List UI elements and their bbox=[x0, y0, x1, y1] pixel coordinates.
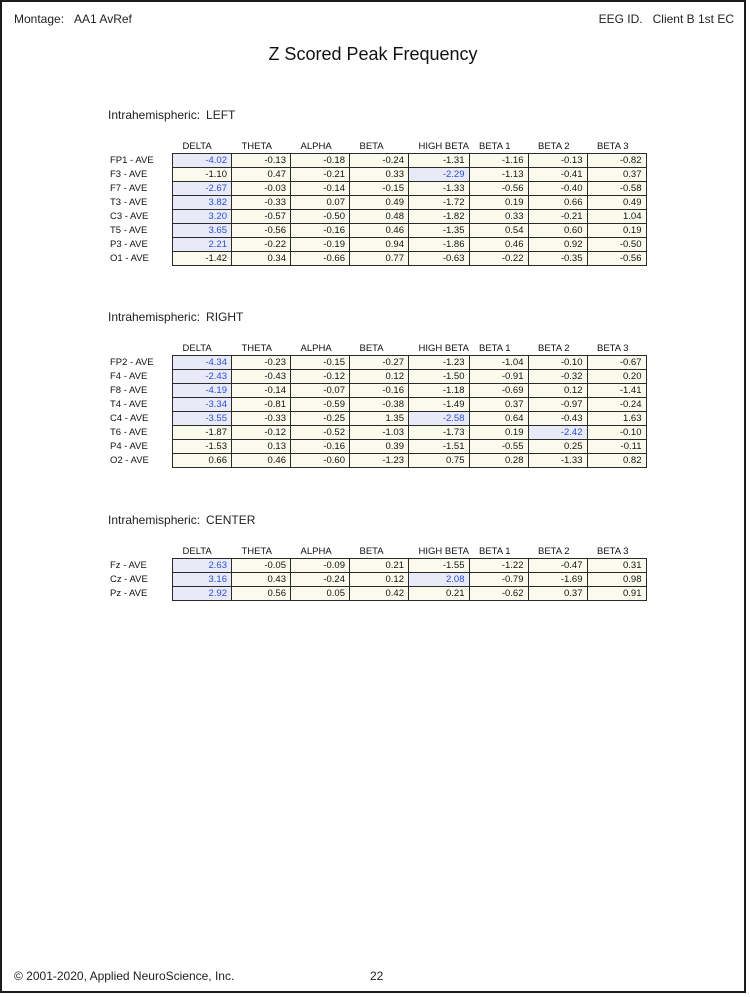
zscore-cell: -0.69 bbox=[469, 384, 528, 398]
zscore-cell: 0.28 bbox=[469, 454, 528, 468]
zscore-cell: -0.16 bbox=[291, 224, 350, 238]
section-side: LEFT bbox=[206, 108, 236, 122]
page-number: 22 bbox=[370, 969, 384, 983]
zscore-cell: 0.49 bbox=[587, 196, 646, 210]
zscore-cell: 1.35 bbox=[350, 412, 409, 426]
zscore-cell: 0.37 bbox=[528, 587, 587, 601]
zscore-cell: -1.31 bbox=[409, 154, 470, 168]
row-label: FP2 - AVE bbox=[110, 357, 154, 368]
zscore-cell: 1.04 bbox=[587, 210, 646, 224]
zscore-cell: -0.24 bbox=[587, 398, 646, 412]
zscore-cell: -0.97 bbox=[528, 398, 587, 412]
zscore-cell: 0.82 bbox=[587, 454, 646, 468]
zscore-cell: -0.63 bbox=[409, 252, 470, 266]
table-row bbox=[108, 398, 646, 412]
zscore-cell: -1.50 bbox=[409, 370, 470, 384]
row-label: F3 - AVE bbox=[110, 169, 148, 180]
zscore-cell: -0.50 bbox=[587, 238, 646, 252]
zscore-cell: -1.18 bbox=[409, 384, 470, 398]
corner-cell bbox=[108, 342, 173, 356]
zscore-cell: -0.38 bbox=[350, 398, 409, 412]
zscore-cell: -0.56 bbox=[587, 252, 646, 266]
zscore-cell: -0.10 bbox=[587, 426, 646, 440]
zscore-cell: 0.12 bbox=[350, 370, 409, 384]
row-label: T6 - AVE bbox=[110, 427, 148, 438]
zscore-cell: 0.37 bbox=[469, 398, 528, 412]
zscore-cell: -0.22 bbox=[469, 252, 528, 266]
zscore-cell: 0.33 bbox=[469, 210, 528, 224]
zscore-cell: -1.16 bbox=[469, 154, 528, 168]
zscore-cell: -1.87 bbox=[173, 426, 232, 440]
zscore-cell: -4.34 bbox=[173, 356, 232, 370]
zscore-cell: -1.69 bbox=[528, 573, 587, 587]
column-header: THETA bbox=[241, 140, 272, 152]
zscore-cell: -0.41 bbox=[528, 168, 587, 182]
row-label: FP1 - AVE bbox=[110, 155, 154, 166]
zscore-cell: -0.24 bbox=[291, 573, 350, 587]
column-header: BETA bbox=[359, 140, 384, 152]
table-row bbox=[108, 426, 646, 440]
zscore-cell: 0.98 bbox=[587, 573, 646, 587]
column-header: DELTA bbox=[182, 342, 212, 354]
zscore-cell: -1.86 bbox=[409, 238, 470, 252]
zscore-cell: 0.12 bbox=[528, 384, 587, 398]
zscore-cell: 0.91 bbox=[587, 587, 646, 601]
zscore-cell: -0.23 bbox=[232, 356, 291, 370]
page-title: Z Scored Peak Frequency bbox=[268, 44, 478, 64]
zscore-cell: -0.03 bbox=[232, 182, 291, 196]
row-label: Pz - AVE bbox=[110, 588, 148, 599]
zscore-cell: 3.20 bbox=[173, 210, 232, 224]
zscore-cell: -0.19 bbox=[291, 238, 350, 252]
zscore-cell: 0.77 bbox=[350, 252, 409, 266]
row-label: F8 - AVE bbox=[110, 385, 148, 396]
table-row bbox=[108, 182, 646, 196]
montage-value: AA1 AvRef bbox=[74, 12, 132, 26]
section-side: RIGHT bbox=[206, 310, 244, 324]
eeg-id-header bbox=[599, 12, 734, 26]
zscore-cell: 0.66 bbox=[173, 454, 232, 468]
section-title bbox=[108, 310, 647, 324]
section-label: Intrahemispheric: bbox=[108, 310, 201, 324]
zscore-cell: 2.92 bbox=[173, 587, 232, 601]
column-header: HIGH BETA bbox=[418, 545, 469, 557]
column-header: BETA 3 bbox=[597, 545, 629, 557]
column-header: BETA 3 bbox=[597, 140, 629, 152]
zscore-cell: -1.82 bbox=[409, 210, 470, 224]
zscore-cell: -0.13 bbox=[528, 154, 587, 168]
zscore-cell: -1.23 bbox=[350, 454, 409, 468]
zscore-cell: -1.22 bbox=[469, 559, 528, 573]
zscore-cell: -1.33 bbox=[528, 454, 587, 468]
section-title bbox=[108, 513, 647, 527]
zscore-cell: -0.81 bbox=[232, 398, 291, 412]
zscore-cell: -1.49 bbox=[409, 398, 470, 412]
zscore-cell: -0.21 bbox=[291, 168, 350, 182]
zscore-cell: -2.67 bbox=[173, 182, 232, 196]
zscore-cell: -0.15 bbox=[350, 182, 409, 196]
zscore-cell: -0.16 bbox=[291, 440, 350, 454]
table-row bbox=[108, 168, 646, 182]
zscore-cell: -0.14 bbox=[232, 384, 291, 398]
zscore-cell: -1.41 bbox=[587, 384, 646, 398]
column-header: HIGH BETA bbox=[418, 140, 469, 152]
zscore-cell: -0.33 bbox=[232, 196, 291, 210]
row-label: P3 - AVE bbox=[110, 239, 148, 250]
table-row bbox=[108, 370, 646, 384]
zscore-cell: 0.54 bbox=[469, 224, 528, 238]
eeg-id-label: EEG ID. bbox=[598, 12, 643, 26]
column-header: ALPHA bbox=[300, 342, 332, 354]
zscore-cell: -0.09 bbox=[291, 559, 350, 573]
zscore-cell: 0.05 bbox=[291, 587, 350, 601]
column-header: BETA 3 bbox=[597, 342, 629, 354]
zscore-cell: -1.72 bbox=[409, 196, 470, 210]
zscore-cell: -0.14 bbox=[291, 182, 350, 196]
row-label: O2 - AVE bbox=[110, 455, 149, 466]
zscore-cell: -0.91 bbox=[469, 370, 528, 384]
row-label: F7 - AVE bbox=[110, 183, 148, 194]
row-label: Fz - AVE bbox=[110, 560, 147, 571]
row-label: C3 - AVE bbox=[110, 211, 149, 222]
montage-header bbox=[14, 12, 132, 26]
zscore-cell: -2.29 bbox=[409, 168, 470, 182]
zscore-cell: -0.55 bbox=[469, 440, 528, 454]
zscore-cell: 0.12 bbox=[350, 573, 409, 587]
zscore-table-center bbox=[108, 545, 647, 601]
zscore-cell: -1.73 bbox=[409, 426, 470, 440]
table-row bbox=[108, 224, 646, 238]
column-header: ALPHA bbox=[300, 545, 332, 557]
zscore-cell: -0.62 bbox=[469, 587, 528, 601]
zscore-cell: -0.32 bbox=[528, 370, 587, 384]
column-header: ALPHA bbox=[300, 140, 332, 152]
zscore-table-right bbox=[108, 342, 647, 468]
zscore-cell: -4.19 bbox=[173, 384, 232, 398]
zscore-cell: -0.16 bbox=[350, 384, 409, 398]
zscore-cell: 0.31 bbox=[587, 559, 646, 573]
zscore-cell: -1.35 bbox=[409, 224, 470, 238]
corner-cell bbox=[108, 545, 173, 559]
zscore-cell: -1.55 bbox=[409, 559, 470, 573]
column-header: BETA bbox=[359, 545, 384, 557]
row-label: T5 - AVE bbox=[110, 225, 148, 236]
zscore-cell: -0.56 bbox=[469, 182, 528, 196]
table-row bbox=[108, 238, 646, 252]
table-row bbox=[108, 412, 646, 426]
zscore-cell: 0.37 bbox=[587, 168, 646, 182]
section-label: Intrahemispheric: bbox=[108, 513, 201, 527]
section-right bbox=[108, 310, 647, 468]
row-label: C4 - AVE bbox=[110, 413, 149, 424]
row-label: Cz - AVE bbox=[110, 574, 148, 585]
zscore-cell: 0.39 bbox=[350, 440, 409, 454]
zscore-cell: -0.35 bbox=[528, 252, 587, 266]
table-row bbox=[108, 356, 646, 370]
zscore-cell: 0.47 bbox=[232, 168, 291, 182]
zscore-cell: -1.42 bbox=[173, 252, 232, 266]
column-header: DELTA bbox=[182, 140, 212, 152]
zscore-cell: -0.05 bbox=[232, 559, 291, 573]
zscore-cell: 0.13 bbox=[232, 440, 291, 454]
table-row bbox=[108, 196, 646, 210]
zscore-cell: -0.11 bbox=[587, 440, 646, 454]
table-row bbox=[108, 384, 646, 398]
column-header: THETA bbox=[241, 545, 272, 557]
section-left bbox=[108, 108, 647, 266]
zscore-cell: -0.21 bbox=[528, 210, 587, 224]
table-row bbox=[108, 559, 646, 573]
table-row bbox=[108, 440, 646, 454]
zscore-cell: -0.33 bbox=[232, 412, 291, 426]
section-label: Intrahemispheric: bbox=[108, 108, 201, 122]
zscore-cell: 0.56 bbox=[232, 587, 291, 601]
zscore-cell: -0.47 bbox=[528, 559, 587, 573]
zscore-cell: -0.13 bbox=[232, 154, 291, 168]
zscore-cell: -3.34 bbox=[173, 398, 232, 412]
column-header: BETA 2 bbox=[538, 342, 570, 354]
zscore-cell: 0.25 bbox=[528, 440, 587, 454]
zscore-cell: -0.43 bbox=[232, 370, 291, 384]
zscore-cell: 0.94 bbox=[350, 238, 409, 252]
table-row bbox=[108, 454, 646, 468]
zscore-cell: 0.75 bbox=[409, 454, 470, 468]
zscore-cell: -1.10 bbox=[173, 168, 232, 182]
zscore-cell: 0.43 bbox=[232, 573, 291, 587]
column-header: BETA 1 bbox=[479, 140, 511, 152]
zscore-cell: -0.27 bbox=[350, 356, 409, 370]
zscore-cell: -1.04 bbox=[469, 356, 528, 370]
zscore-cell: 0.64 bbox=[469, 412, 528, 426]
table-row bbox=[108, 587, 646, 601]
zscore-cell: -0.25 bbox=[291, 412, 350, 426]
zscore-table-left bbox=[108, 140, 647, 266]
zscore-cell: -0.52 bbox=[291, 426, 350, 440]
zscore-cell: -0.58 bbox=[587, 182, 646, 196]
zscore-cell: -1.51 bbox=[409, 440, 470, 454]
zscore-cell: 0.33 bbox=[350, 168, 409, 182]
zscore-cell: -0.18 bbox=[291, 154, 350, 168]
corner-cell bbox=[108, 140, 173, 154]
zscore-cell: 2.08 bbox=[409, 573, 470, 587]
zscore-cell: 0.66 bbox=[528, 196, 587, 210]
zscore-cell: -1.53 bbox=[173, 440, 232, 454]
row-label: T4 - AVE bbox=[110, 399, 148, 410]
zscore-cell: -0.40 bbox=[528, 182, 587, 196]
zscore-cell: 0.21 bbox=[350, 559, 409, 573]
zscore-cell: -1.33 bbox=[409, 182, 470, 196]
zscore-cell: -0.10 bbox=[528, 356, 587, 370]
zscore-cell: 3.82 bbox=[173, 196, 232, 210]
row-label: T3 - AVE bbox=[110, 197, 148, 208]
zscore-cell: 0.60 bbox=[528, 224, 587, 238]
zscore-cell: 0.21 bbox=[409, 587, 470, 601]
zscore-cell: 0.19 bbox=[469, 196, 528, 210]
zscore-cell: -0.59 bbox=[291, 398, 350, 412]
zscore-cell: -0.60 bbox=[291, 454, 350, 468]
zscore-cell: -0.15 bbox=[291, 356, 350, 370]
zscore-cell: -0.79 bbox=[469, 573, 528, 587]
zscore-cell: -0.57 bbox=[232, 210, 291, 224]
row-label: O1 - AVE bbox=[110, 253, 149, 264]
column-header: BETA 1 bbox=[479, 545, 511, 557]
zscore-cell: -2.58 bbox=[409, 412, 470, 426]
column-header: BETA 2 bbox=[538, 140, 570, 152]
column-header: BETA 1 bbox=[479, 342, 511, 354]
zscore-cell: -0.24 bbox=[350, 154, 409, 168]
zscore-cell: 0.19 bbox=[587, 224, 646, 238]
zscore-cell: -0.67 bbox=[587, 356, 646, 370]
zscore-cell: 0.46 bbox=[469, 238, 528, 252]
table-row bbox=[108, 210, 646, 224]
table-row bbox=[108, 252, 646, 266]
zscore-cell: -2.42 bbox=[528, 426, 587, 440]
zscore-cell: 0.46 bbox=[350, 224, 409, 238]
zscore-cell: 0.92 bbox=[528, 238, 587, 252]
zscore-cell: -0.07 bbox=[291, 384, 350, 398]
column-header: BETA bbox=[359, 342, 384, 354]
zscore-cell: 0.42 bbox=[350, 587, 409, 601]
zscore-cell: -1.23 bbox=[409, 356, 470, 370]
row-label: F4 - AVE bbox=[110, 371, 148, 382]
section-title bbox=[108, 108, 647, 122]
zscore-cell: 0.49 bbox=[350, 196, 409, 210]
zscore-cell: -0.50 bbox=[291, 210, 350, 224]
column-header: HIGH BETA bbox=[418, 342, 469, 354]
zscore-cell: -2.43 bbox=[173, 370, 232, 384]
zscore-cell: 0.48 bbox=[350, 210, 409, 224]
zscore-cell: -1.13 bbox=[469, 168, 528, 182]
zscore-cell: -3.55 bbox=[173, 412, 232, 426]
zscore-cell: -0.82 bbox=[587, 154, 646, 168]
zscore-cell: 0.46 bbox=[232, 454, 291, 468]
table-row bbox=[108, 573, 646, 587]
zscore-cell: -0.12 bbox=[232, 426, 291, 440]
column-header: DELTA bbox=[182, 545, 212, 557]
section-side: CENTER bbox=[206, 513, 256, 527]
section-center bbox=[108, 513, 647, 601]
zscore-cell: 2.63 bbox=[173, 559, 232, 573]
zscore-cell: 0.19 bbox=[469, 426, 528, 440]
montage-label: Montage: bbox=[14, 12, 65, 26]
zscore-cell: -0.43 bbox=[528, 412, 587, 426]
zscore-cell: 0.07 bbox=[291, 196, 350, 210]
zscore-cell: -0.12 bbox=[291, 370, 350, 384]
copyright-footer: © 2001-2020, Applied NeuroScience, Inc. bbox=[14, 969, 235, 983]
client-value: Client B 1st EC bbox=[652, 12, 734, 26]
zscore-cell: -0.22 bbox=[232, 238, 291, 252]
zscore-cell: 2.21 bbox=[173, 238, 232, 252]
zscore-cell: -0.66 bbox=[291, 252, 350, 266]
zscore-cell: 0.34 bbox=[232, 252, 291, 266]
zscore-cell: -0.56 bbox=[232, 224, 291, 238]
zscore-cell: -4.02 bbox=[173, 154, 232, 168]
row-label: P4 - AVE bbox=[110, 441, 148, 452]
zscore-cell: 1.63 bbox=[587, 412, 646, 426]
zscore-cell: 3.16 bbox=[173, 573, 232, 587]
zscore-cell: 3.65 bbox=[173, 224, 232, 238]
column-header: THETA bbox=[241, 342, 272, 354]
column-header: BETA 2 bbox=[538, 545, 570, 557]
zscore-cell: 0.20 bbox=[587, 370, 646, 384]
table-row bbox=[108, 154, 646, 168]
zscore-cell: -1.03 bbox=[350, 426, 409, 440]
